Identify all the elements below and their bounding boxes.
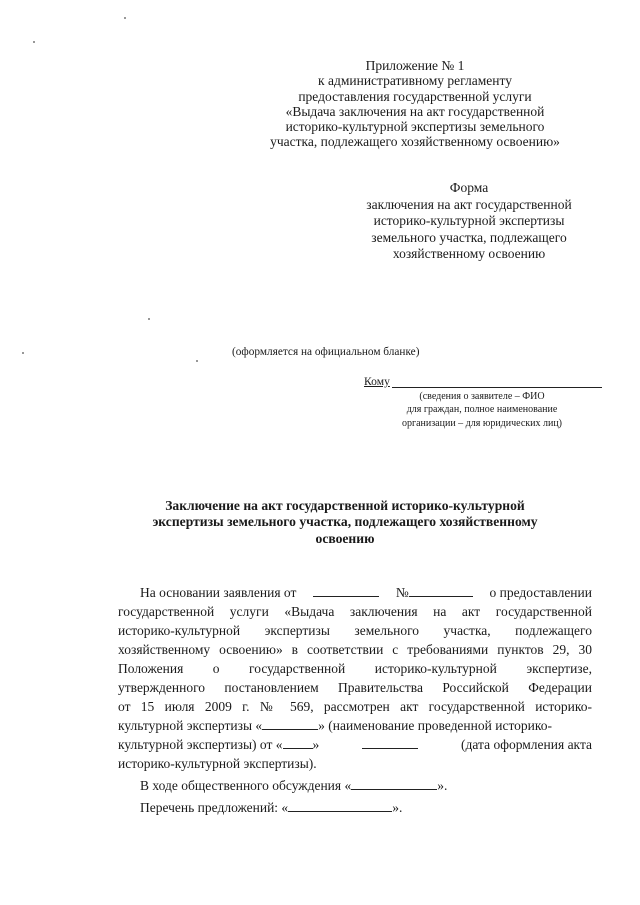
- appendix-line: к административному регламенту: [318, 73, 512, 89]
- recipient-hint-line: (сведения о заявителе – ФИО: [419, 391, 545, 402]
- form-line: Форма: [449, 180, 489, 195]
- recipient-hint-line: для граждан, полное наименование: [406, 404, 558, 416]
- body-line-7: от 15 июля 2009 г. № 569, рассмотрен акт государственной историко-: [118, 699, 592, 714]
- body-line-4: хозяйственному освоению» в соответствии с требованиями пунктов 29, 30: [118, 642, 592, 657]
- recipient-field-line: [392, 387, 602, 388]
- body-line-6: утвержденного постановлением Правительства Российской Федерации: [118, 680, 592, 695]
- title-line: Заключение на акт государственной историко-культурной: [165, 498, 525, 513]
- application-number-blank: [409, 585, 473, 597]
- letterhead-note: (оформляется на официальном бланке): [232, 346, 420, 358]
- body-line-9: [118, 735, 592, 754]
- form-line: хозяйственному освоению: [392, 246, 546, 262]
- form-line: земельного участка, подлежащего: [371, 229, 567, 245]
- body-text-fragment: культурной экспертизы «: [118, 718, 263, 733]
- proposals-blank: [288, 800, 392, 812]
- body-line-3: историко-культурной экспертизы земельного участка, подлежащего: [118, 623, 592, 638]
- recipient-label: Кому: [364, 375, 390, 388]
- form-line: историко-культурной экспертизы: [373, 213, 565, 229]
- body-text-fragment: о предоставлении: [489, 585, 592, 600]
- scan-speck: [148, 318, 150, 320]
- body-line-5: Положения о государственной историко-культурной экспертизе,: [118, 661, 592, 676]
- expertise-name-blank: [262, 718, 318, 730]
- body-text-fragment: В ходе общественного обсуждения «: [140, 778, 352, 793]
- document-title: [110, 498, 580, 547]
- body-text-fragment: »: [312, 737, 320, 752]
- body-text-fragment: [396, 583, 473, 602]
- body-text-fragment: На основании заявления от: [140, 585, 297, 600]
- scan-speck: [124, 17, 126, 19]
- body-line-1: [140, 583, 592, 602]
- form-heading-block: [338, 180, 600, 263]
- body-text-fragment: » (наименование проведенной историко-: [318, 718, 553, 733]
- title-line: освоению: [315, 530, 375, 546]
- recipient-hint: [382, 390, 582, 430]
- appendix-line: историко-культурной экспертизы земельного: [285, 119, 545, 135]
- appendix-line: предоставления государственной услуги: [298, 88, 532, 104]
- body-text-fragment: Перечень предложений: «: [140, 800, 289, 815]
- application-date-blank: [313, 585, 379, 597]
- body-text-fragment: ».: [392, 800, 403, 815]
- public-discussion-blank: [351, 778, 437, 790]
- appendix-line: «Выдача заключения на акт государственной: [285, 103, 545, 119]
- appendix-line: Приложение № 1: [365, 58, 465, 73]
- body-text-fragment: (дата оформления акта: [461, 737, 592, 752]
- scan-speck: [22, 352, 24, 354]
- scan-speck: [196, 360, 198, 362]
- appendix-header: [240, 58, 590, 150]
- body-line-10: историко-культурной экспертизы).: [118, 756, 317, 771]
- body-text-fragment: культурной экспертизы) от «: [118, 737, 283, 752]
- scan-speck: [33, 41, 35, 43]
- body-text-fragment: ».: [437, 778, 448, 793]
- appendix-line: участка, подлежащего хозяйственному освоению»: [270, 134, 560, 150]
- number-sign: №: [395, 585, 409, 600]
- body-line-2: государственной услуги «Выдача заключения на акт государственной: [118, 604, 592, 619]
- title-line: экспертизы земельного участка, подлежащего хозяйственному: [152, 514, 538, 530]
- act-month-blank: [362, 737, 418, 749]
- form-line: заключения на акт государственной: [366, 196, 572, 212]
- body-text-fragment: [118, 735, 319, 754]
- body-text-fragment: [118, 716, 552, 735]
- act-day-blank: [283, 737, 313, 749]
- body-line-8: [118, 716, 592, 735]
- proposals-line: [140, 798, 402, 817]
- public-discussion-line: [140, 776, 447, 795]
- recipient-hint-line: организации – для юридических лиц): [401, 417, 562, 429]
